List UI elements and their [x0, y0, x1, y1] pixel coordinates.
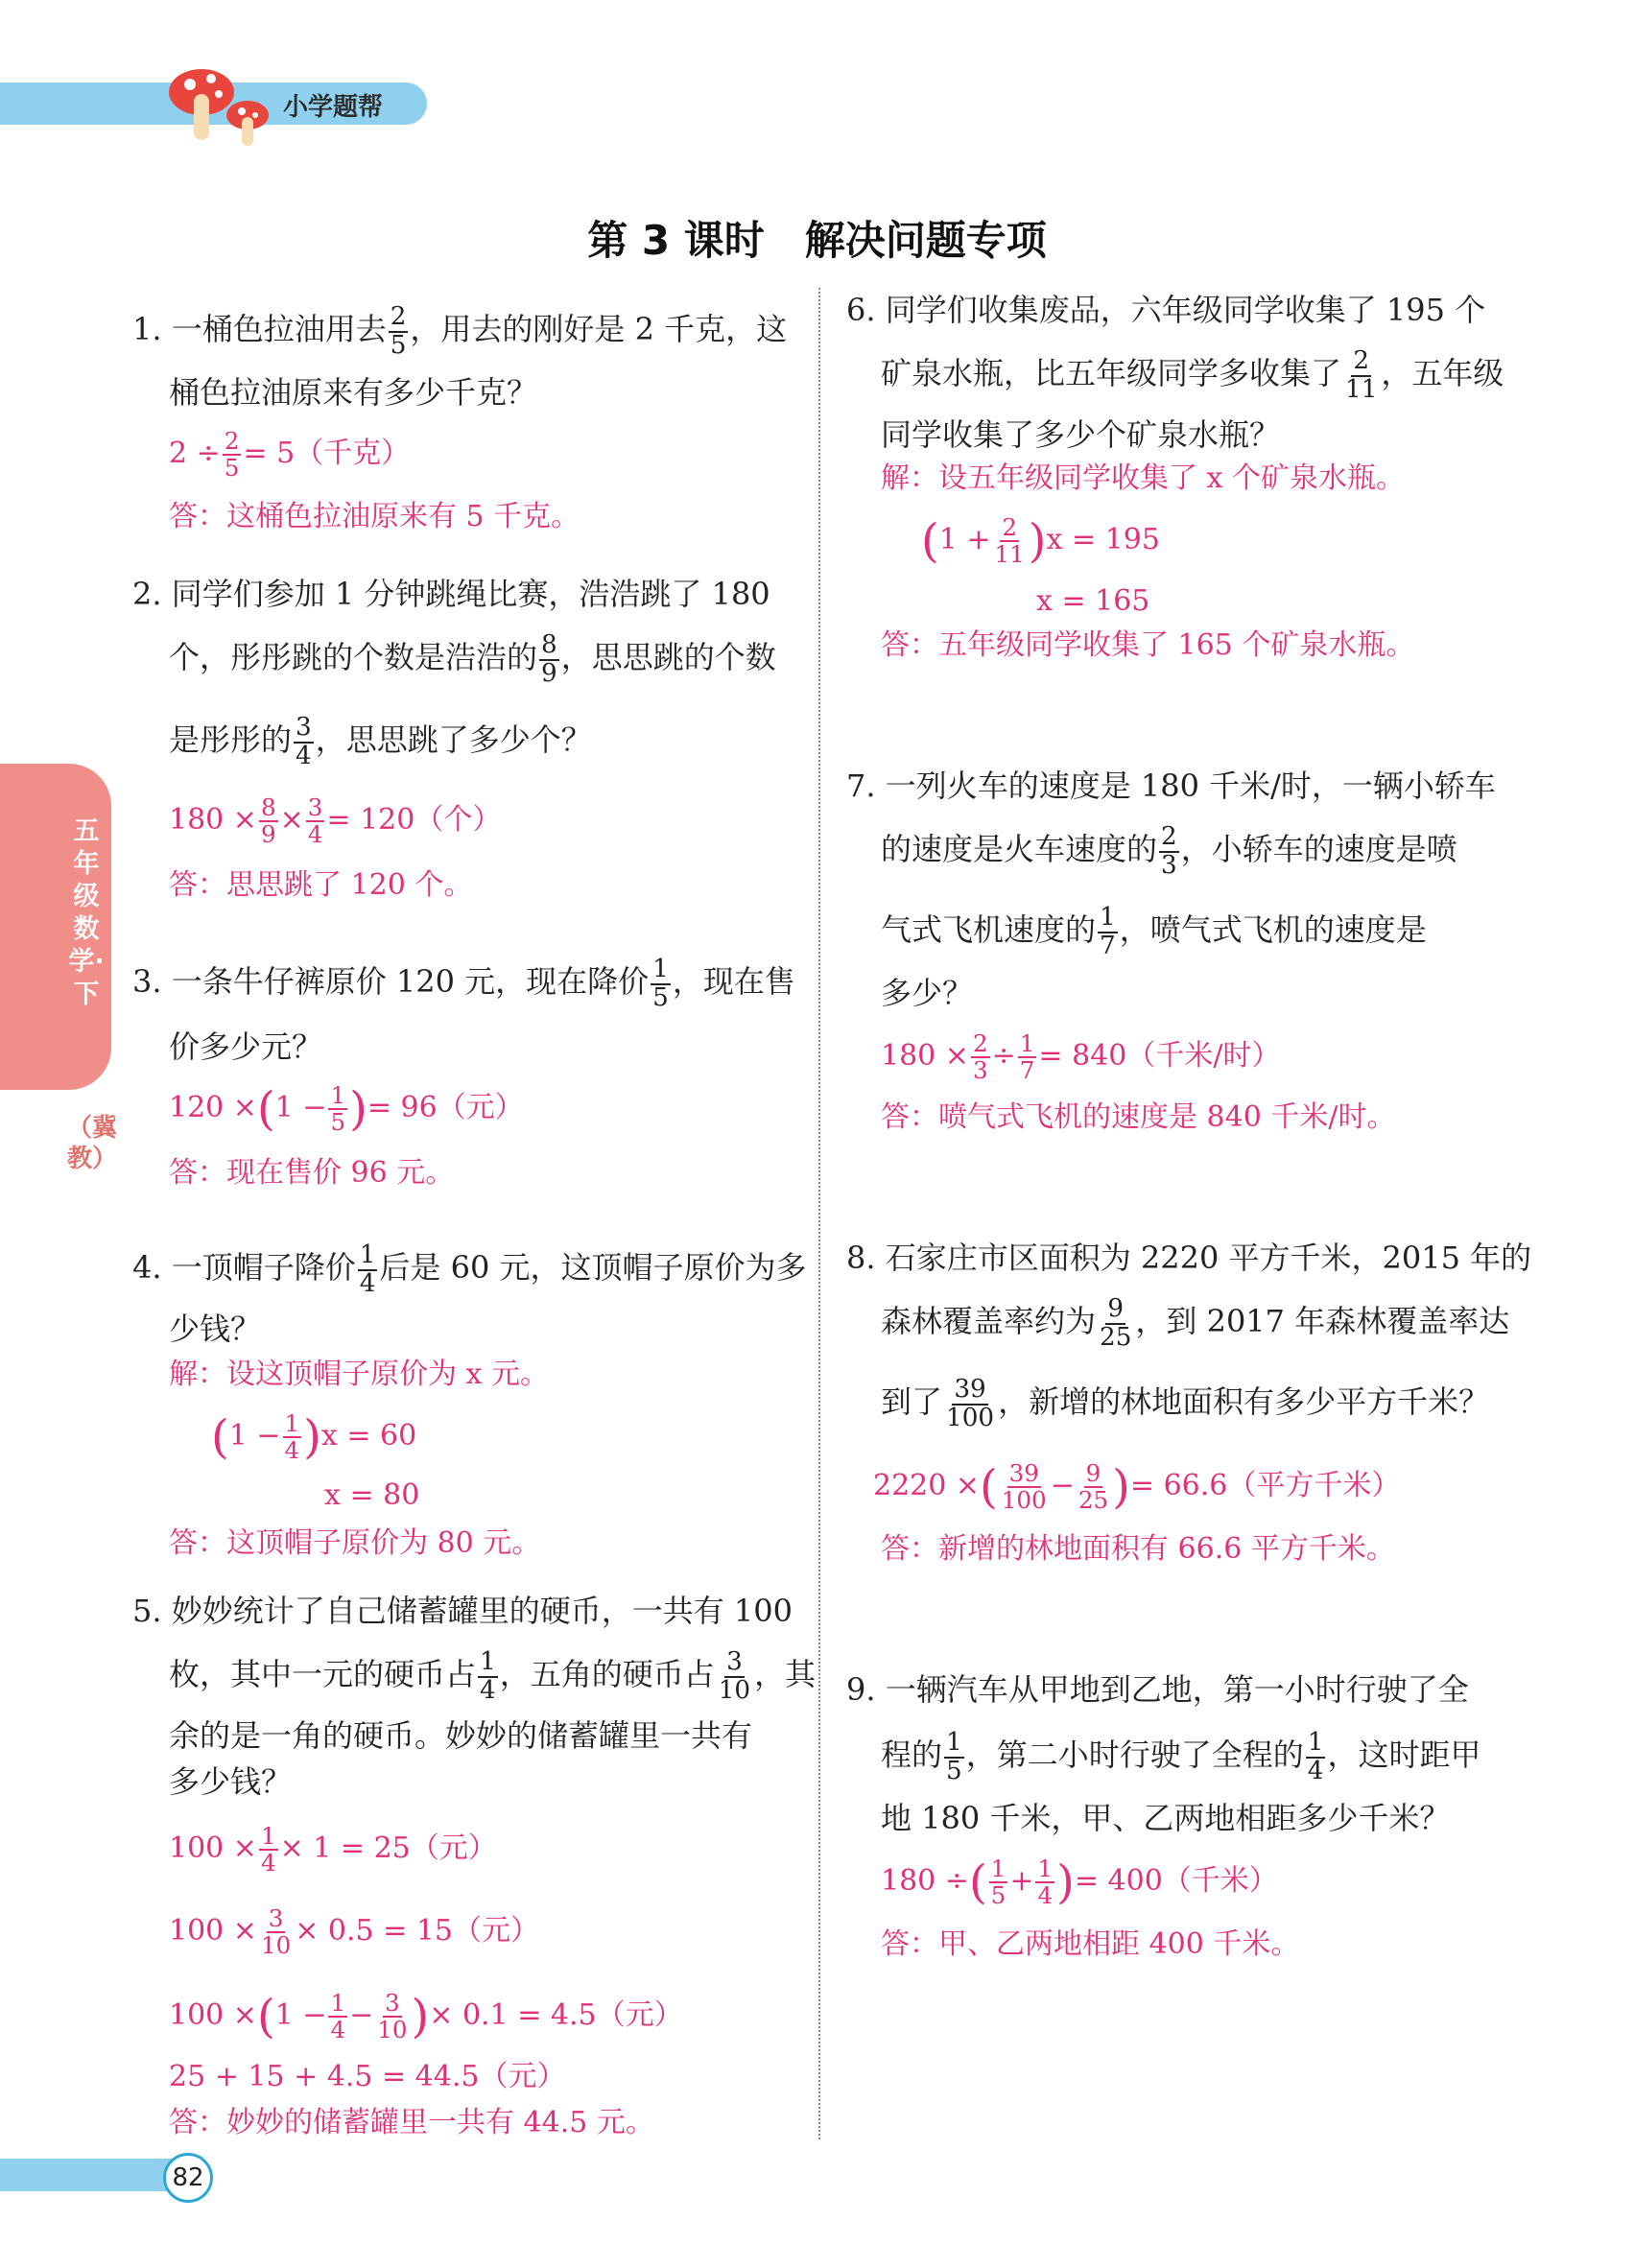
page-number: 82 [163, 2153, 213, 2203]
footer-bar [0, 2159, 173, 2191]
column-divider [818, 288, 820, 2139]
side-tab-sub: （冀教） [67, 1114, 118, 1173]
side-tab-label: 五年级数学·下 [68, 816, 105, 1009]
page-title: 第 3 课时 解决问题专项 [587, 217, 1047, 264]
brand-label: 小学题帮 [283, 93, 384, 122]
mushroom-logo-icon [161, 56, 276, 152]
